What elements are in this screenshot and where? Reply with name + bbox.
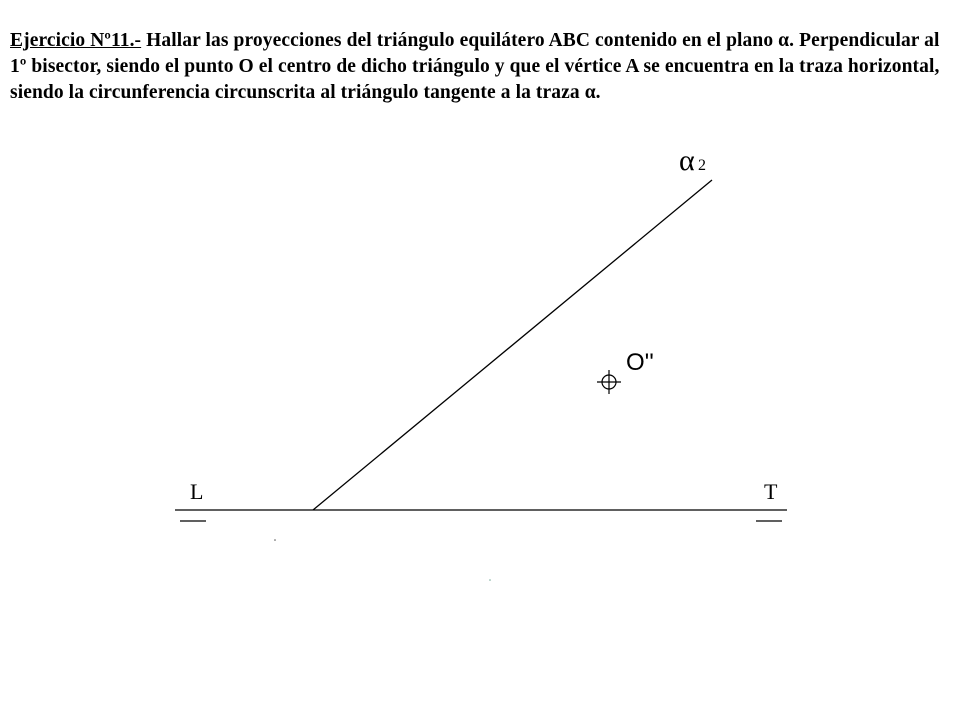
trace-label-alpha: α bbox=[679, 144, 695, 177]
ground-line-label-l: L bbox=[190, 479, 204, 504]
point-o-marker bbox=[597, 370, 621, 394]
point-o-label: O'' bbox=[626, 349, 654, 376]
exercise-text: Hallar las proyecciones del triángulo equilátero ABC contenido en el plano α. Perpendicular al 1º bisector, siendo el punto O el centro de dicho triángulo y que el vértice A se encuentra en la traza horizontal, siendo la circunferencia circunscrita al triángulo tangente a la traza α. bbox=[10, 30, 940, 103]
stray-dot bbox=[489, 579, 491, 581]
stray-dot bbox=[274, 539, 276, 541]
exercise-number: Ejercicio Nº11.- bbox=[10, 30, 142, 51]
ground-line-label-t: T bbox=[764, 479, 778, 504]
vertical-trace-alpha2 bbox=[313, 180, 712, 510]
trace-label-subscript: 2 bbox=[698, 157, 706, 174]
